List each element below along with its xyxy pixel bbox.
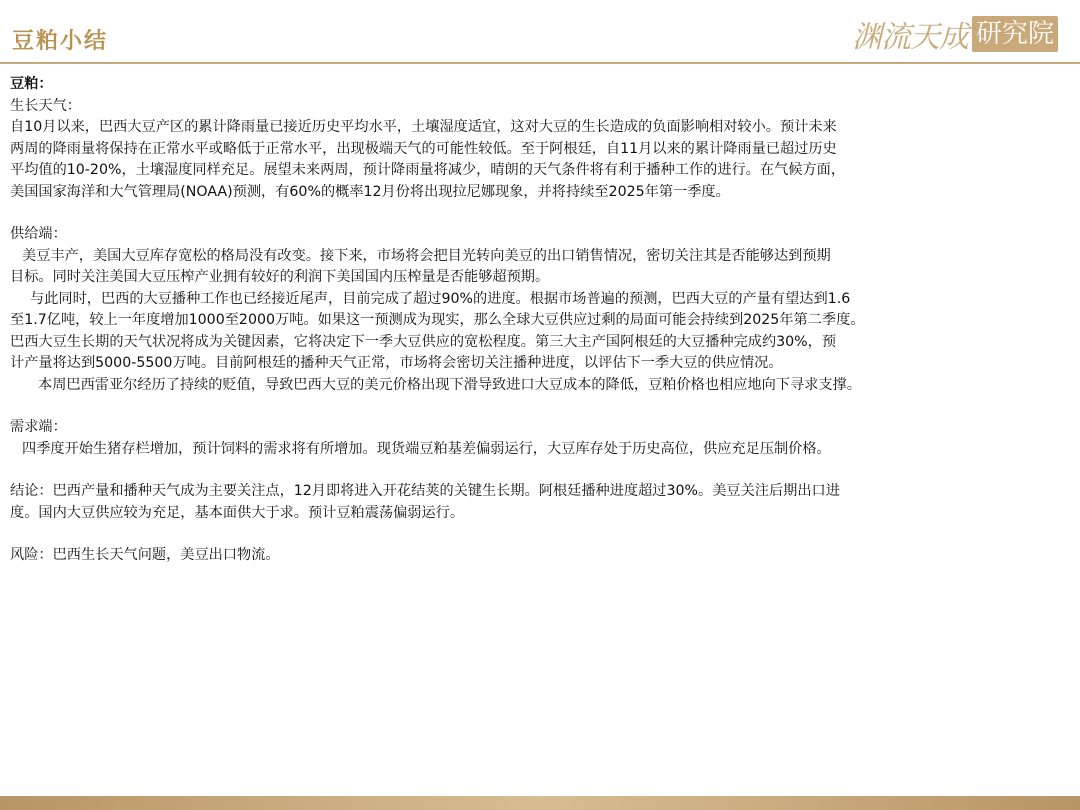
risk-line: 风险：巴西生长天气问题，美豆出口物流。: [10, 547, 280, 563]
summary-content: [10, 74, 1072, 567]
footer-bar: [0, 796, 1080, 810]
demand-line: 四季度开始生猪存栏增加，预计饲料的需求将有所增加。现货端豆粕基差偏弱运行，大豆库存处于历史高位，供应充足压制价格。: [22, 440, 831, 457]
spacer: [10, 203, 1072, 224]
spacer: [10, 524, 1072, 545]
header-divider: [0, 62, 1080, 64]
supply-line: 目标。同时关注美国大豆压榨产业拥有较好的利润下美国国内压榨量是否能够超预期。: [10, 269, 550, 285]
weather-line: 平均值的10-20%，土壤湿度同样充足。展望未来两周，预计降雨量将减少，晴朗的天气条件将有利于播种工作的进行。在气候方面，: [10, 162, 846, 178]
logo-box-text: 研究院: [972, 16, 1058, 52]
conclusion-line: 度。国内大豆供应较为充足，基本面供大于求。预计豆粕震荡偏弱运行。: [10, 504, 465, 521]
conclusion-line: 结论：巴西产量和播种天气成为主要关注点，12月即将进入开花结荚的关键生长期。阿根廷播种进度超过30%。美豆关注后期出口进: [10, 483, 840, 499]
spacer: [10, 396, 1072, 417]
supply-line: 计产量将达到5000-5500万吨。目前阿根廷的播种天气正常，市场将会密切关注播种进度，以评估下一季大豆的供应情况。: [10, 355, 783, 371]
supply-line: 巴西大豆生长期的天气状况将成为关键因素，它将决定下一季大豆供应的宽松程度。第三大主产国阿根廷的大豆播种完成约30%，预: [10, 333, 837, 350]
supply-line: 本周巴西雷亚尔经历了持续的贬值，导致巴西大豆的美元价格出现下滑导致进口大豆成本的降低，豆粕价格也相应地向下寻求支撑。: [38, 376, 861, 393]
section-title: 豆粕：: [10, 76, 53, 92]
page-title: 豆粕小结: [12, 28, 109, 54]
supply-line: 美豆丰产，美国大豆库存宽松的格局没有改变。接下来，市场将会把目光转向美豆的出口销售情况，密切关注其是否能够达到预期: [22, 247, 831, 264]
spacer: [10, 460, 1072, 481]
page-header: [0, 0, 1080, 62]
supply-line: 至1.7亿吨，较上一年度增加1000至2000万吨。如果这一预测成为现实，那么全球大豆供应过剩的局面可能会持续到2025年第二季度。: [10, 312, 865, 328]
weather-line: 两周的降雨量将保持在正常水平或略低于正常水平，出现极端天气的可能性较低。至于阿根廷，自11月以来的累计降雨量已超过历史: [10, 140, 837, 157]
supply-heading: 供给端：: [10, 226, 67, 242]
weather-line: 自10月以来，巴西大豆产区的累计降雨量已接近历史平均水平，土壤湿度适宜，这对大豆的生长造成的负面影响相对较小。预计未来: [10, 119, 837, 135]
demand-heading: 需求端：: [10, 419, 67, 435]
company-logo: [852, 14, 1058, 54]
weather-line: 美国国家海洋和大气管理局(NOAA)预测，有60%的概率12月份将出现拉尼娜现象，并将持续至2025年第一季度。: [10, 183, 730, 200]
weather-heading: 生长天气：: [10, 97, 81, 114]
logo-script-text: 渊流天成: [851, 20, 968, 55]
supply-line: 与此同时，巴西的大豆播种工作也已经接近尾声，目前完成了超过90%的进度。根据市场普遍的预测，巴西大豆的产量有望达到1.6: [30, 290, 851, 307]
